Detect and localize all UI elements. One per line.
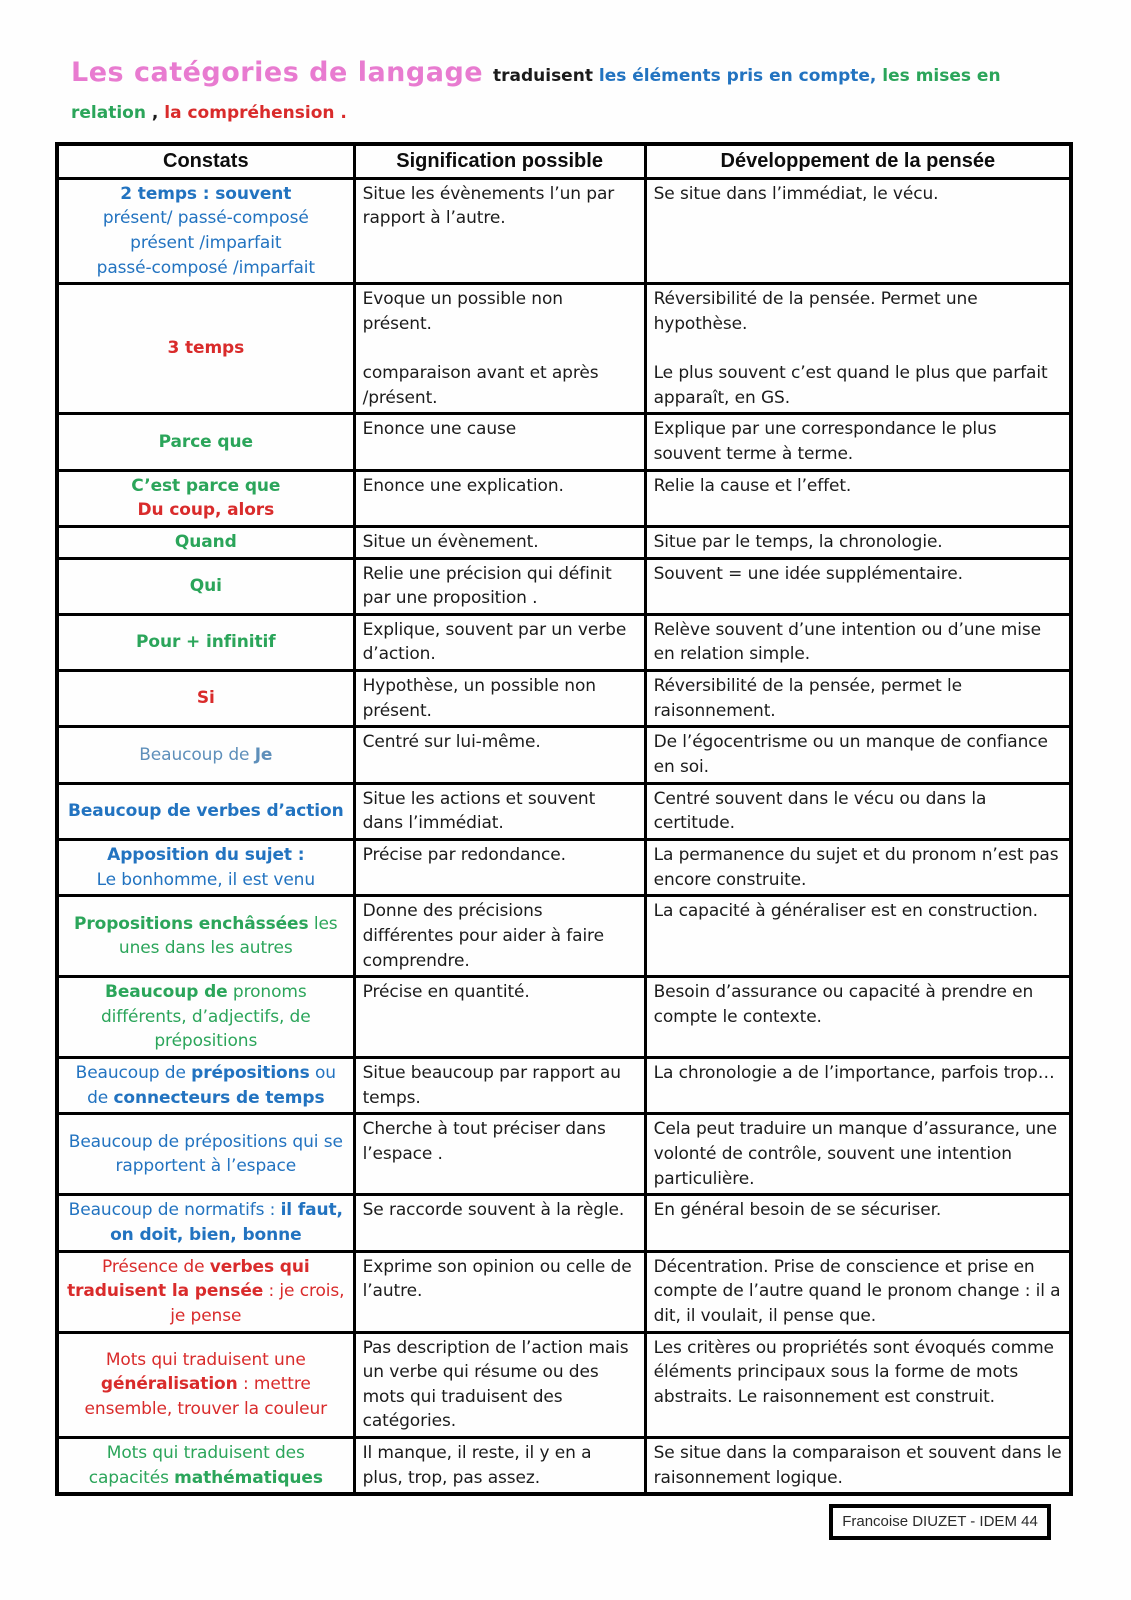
table-row <box>57 1438 1071 1495</box>
text-segment: Propositions enchâssées <box>74 913 309 934</box>
paragraph: Centré sur lui-même. <box>362 732 541 753</box>
text-segment: Beaucoup de <box>139 744 255 765</box>
author-credit-box <box>829 1504 1051 1540</box>
text-segment: Parce que <box>158 431 253 452</box>
constat-cell <box>57 671 354 727</box>
signification-cell <box>354 977 645 1058</box>
text-segment: connecteurs de temps <box>113 1087 325 1108</box>
table-row <box>57 178 1071 284</box>
paragraph <box>654 1223 1062 1248</box>
paragraph: Besoin d’assurance ou capacité à prendre en compte le contexte. <box>653 982 1034 1027</box>
developpement-cell <box>645 614 1071 670</box>
table-header <box>57 144 1071 179</box>
paragraph: Souvent = une idée supplémentaire. <box>653 563 963 584</box>
table-row <box>57 977 1071 1058</box>
text-segment: généralisation <box>100 1374 238 1395</box>
developpement-cell <box>645 783 1071 839</box>
paragraph: Se situe dans l’immédiat, le vécu. <box>653 183 939 204</box>
signification-cell <box>354 1438 645 1495</box>
constat-cell <box>57 977 354 1058</box>
constat-cell <box>57 178 354 284</box>
paragraph: La capacité à généraliser est en construction. <box>653 901 1038 922</box>
paragraph: En général besoin de se sécuriser. <box>653 1200 942 1221</box>
text-segment: Si <box>196 688 215 709</box>
text-segment: Mots qui traduisent une <box>105 1349 306 1370</box>
text-segment: mathématiques <box>174 1467 323 1488</box>
paragraph: Hypothèse, un possible non présent. <box>362 676 596 721</box>
signification-cell <box>354 178 645 284</box>
developpement-cell <box>645 1251 1071 1332</box>
paragraph: comparaison avant et après /présent. <box>362 363 599 408</box>
paragraph: Enonce une cause <box>362 419 517 440</box>
text-segment: 3 temps <box>167 338 245 359</box>
paragraph: Relie une précision qui définit par une proposition . <box>362 563 612 609</box>
developpement-cell <box>645 727 1071 783</box>
col-header-signification: Signification possible <box>354 144 645 179</box>
table-row <box>57 1058 1071 1114</box>
text-segment: présent /imparfait <box>130 232 282 253</box>
text-segment: il faut, <box>280 1200 343 1221</box>
signification-cell <box>354 783 645 839</box>
signification-cell <box>354 558 645 614</box>
table-row <box>57 470 1071 526</box>
paragraph: La permanence du sujet et du pronom n’est pas encore construite. <box>653 844 1059 890</box>
text-segment: traduisent <box>492 66 599 86</box>
table-row <box>57 414 1071 470</box>
text-segment: : mettre ensemble, trouver la couleur <box>84 1374 328 1420</box>
paragraph: La chronologie a de l’importance, parfois trop… <box>653 1063 1055 1084</box>
paragraph: Enonce une explication. <box>362 475 564 496</box>
table-row <box>57 284 1071 414</box>
signification-cell <box>354 896 645 977</box>
developpement-cell <box>645 558 1071 614</box>
paragraph: Pas description de l’action mais un verbe qui résume ou des mots qui traduisent des catégories. <box>362 1337 629 1432</box>
paragraph: Cela peut traduire un manque d’assurance, une volonté de contrôle, souvent une intention particulière. <box>653 1119 1057 1189</box>
paragraph: Réversibilité de la pensée, permet le raisonnement. <box>653 676 963 721</box>
text-segment: verbes qui traduisent la pensée <box>67 1256 310 1302</box>
signification-cell <box>354 614 645 670</box>
text-segment: 2 temps : souvent <box>120 183 292 204</box>
developpement-cell <box>645 526 1071 558</box>
text-segment: Beaucoup de prépositions qui se rapportent à l’espace <box>68 1131 343 1177</box>
table-body <box>57 178 1071 1494</box>
text-segment: les éléments pris en compte, <box>598 66 877 86</box>
constat-cell <box>57 1114 354 1195</box>
developpement-cell <box>645 1332 1071 1438</box>
paragraph: Situe beaucoup par rapport au temps. <box>362 1063 621 1108</box>
text-segment: Beaucoup de normatifs : <box>68 1200 281 1221</box>
constat-cell <box>57 1251 354 1332</box>
text-segment: présent/ passé-composé <box>102 208 309 229</box>
table-row <box>57 1195 1071 1251</box>
signification-cell <box>354 414 645 470</box>
paragraph: Evoque un possible non présent. <box>362 289 563 334</box>
table-row <box>57 839 1071 895</box>
table-row <box>57 727 1071 783</box>
constat-cell <box>57 1195 354 1251</box>
constat-cell <box>57 614 354 670</box>
paragraph <box>654 336 1062 361</box>
constat-cell <box>57 414 354 470</box>
text-segment: pronoms différents, d’adjectifs, de prépositions <box>100 982 311 1052</box>
paragraph: Le plus souvent c’est quand le plus que parfait apparaît, en GS. <box>653 363 1048 408</box>
table-row <box>57 671 1071 727</box>
developpement-cell <box>645 1058 1071 1114</box>
text-segment: Beaucoup de verbes d’action <box>68 801 344 821</box>
col-header-constats: Constats <box>57 144 354 179</box>
language-categories-table <box>55 142 1073 1497</box>
table-row <box>57 1332 1071 1438</box>
signification-cell <box>354 671 645 727</box>
text-segment: les mises en relation <box>71 66 1001 123</box>
developpement-cell <box>645 1438 1071 1495</box>
paragraph <box>363 336 637 361</box>
paragraph: Les critères ou propriétés sont évoqués comme éléments principaux sous la forme de mots abstraits. Le raisonnement est construit. <box>653 1337 1054 1407</box>
signification-cell <box>354 526 645 558</box>
developpement-cell <box>645 284 1071 414</box>
constat-cell <box>57 896 354 977</box>
paragraph: Relève souvent d’une intention ou d’une mise en relation simple. <box>653 619 1041 665</box>
text-segment: Du coup, alors <box>137 500 275 521</box>
table-row <box>57 558 1071 614</box>
text-segment: Les catégories de langage <box>71 57 493 88</box>
signification-cell <box>354 1114 645 1195</box>
col-header-developpement: Développement de la pensée <box>645 144 1071 179</box>
text-segment: C’est parce que <box>131 475 281 496</box>
developpement-cell <box>645 178 1071 284</box>
signification-cell <box>354 1332 645 1438</box>
paragraph: Précise en quantité. <box>362 982 530 1003</box>
constat-cell <box>57 1332 354 1438</box>
paragraph: Cherche à tout préciser dans l’espace . <box>362 1119 606 1165</box>
signification-cell <box>354 284 645 414</box>
author-credit: Francoise DIUZET - IDEM 44 <box>842 1513 1038 1531</box>
signification-cell <box>354 727 645 783</box>
paragraph <box>363 1223 637 1248</box>
text-segment: les unes dans les autres <box>118 913 338 959</box>
table-row <box>57 1114 1071 1195</box>
text-segment: Le bonhomme, il est venu <box>96 869 316 890</box>
text-segment: prépositions <box>191 1063 310 1084</box>
table-row <box>57 526 1071 558</box>
table-row <box>57 614 1071 670</box>
text-segment: Qui <box>189 575 222 596</box>
signification-cell <box>354 1058 645 1114</box>
developpement-cell <box>645 896 1071 977</box>
paragraph: Se raccorde souvent à la règle. <box>362 1200 625 1221</box>
paragraph: Situe par le temps, la chronologie. <box>653 531 943 552</box>
text-segment: Apposition du sujet : <box>107 844 305 865</box>
developpement-cell <box>645 1195 1071 1251</box>
table-row <box>57 1251 1071 1332</box>
text-segment: Beaucoup de <box>104 982 228 1003</box>
text-segment: Je <box>254 744 273 765</box>
constat-cell <box>57 470 354 526</box>
signification-cell <box>354 839 645 895</box>
text-segment: Beaucoup de <box>75 1063 192 1084</box>
constat-cell <box>57 284 354 414</box>
text-segment: la compréhension . <box>164 102 347 123</box>
page-title <box>71 52 1073 126</box>
text-segment: Mots qui traduisent des capacités <box>88 1443 305 1488</box>
developpement-cell <box>645 977 1071 1058</box>
text-segment: , <box>151 102 165 123</box>
paragraph: De l’égocentrisme ou un manque de confiance en soi. <box>653 732 1048 778</box>
constat-cell <box>57 783 354 839</box>
signification-cell <box>354 470 645 526</box>
paragraph: Explique par une correspondance le plus souvent terme à terme. <box>653 419 997 464</box>
table-row <box>57 783 1071 839</box>
paragraph: Donne des précisions différentes pour aider à faire comprendre. <box>362 901 604 971</box>
constat-cell <box>57 526 354 558</box>
paragraph: Centré souvent dans le vécu ou dans la certitude. <box>653 788 987 834</box>
text-segment: Quand <box>174 531 237 552</box>
developpement-cell <box>645 671 1071 727</box>
text-segment: on doit, bien, bonne <box>110 1224 302 1245</box>
paragraph: Réversibilité de la pensée. Permet une hypothèse. <box>653 289 978 334</box>
text-segment: passé-composé /imparfait <box>96 257 315 278</box>
constat-cell <box>57 1438 354 1495</box>
paragraph: Se situe dans la comparaison et souvent dans le raisonnement logique. <box>653 1443 1062 1488</box>
text-segment: Présence de <box>101 1256 210 1277</box>
header-row <box>57 144 1071 179</box>
paragraph: Situe un évènement. <box>362 531 539 552</box>
developpement-cell <box>645 1114 1071 1195</box>
text-segment: ou de <box>87 1063 336 1108</box>
paragraph: Situe les actions et souvent dans l’immédiat. <box>362 788 596 834</box>
text-segment: Pour + infinitif <box>136 632 276 653</box>
paragraph: Exprime son opinion ou celle de l’autre. <box>362 1256 632 1302</box>
developpement-cell <box>645 839 1071 895</box>
paragraph: Explique, souvent par un verbe d’action. <box>362 619 627 665</box>
paragraph: Situe les évènements l’un par rapport à l’autre. <box>362 183 615 229</box>
paragraph: Relie la cause et l’effet. <box>653 475 852 496</box>
developpement-cell <box>645 470 1071 526</box>
developpement-cell <box>645 414 1071 470</box>
constat-cell <box>57 727 354 783</box>
signification-cell <box>354 1195 645 1251</box>
constat-cell <box>57 1058 354 1114</box>
paragraph: Décentration. Prise de conscience et prise en compte de l’autre quand le pronom change : il a dit, il voulait, il pense que. <box>653 1256 1061 1326</box>
constat-cell <box>57 839 354 895</box>
table-row <box>57 896 1071 977</box>
text-segment: : je crois, je pense <box>170 1281 345 1326</box>
paragraph: Il manque, il reste, il y en a plus, trop, pas assez. <box>362 1443 592 1488</box>
constat-cell <box>57 558 354 614</box>
signification-cell <box>354 1251 645 1332</box>
paragraph: Précise par redondance. <box>362 844 566 865</box>
